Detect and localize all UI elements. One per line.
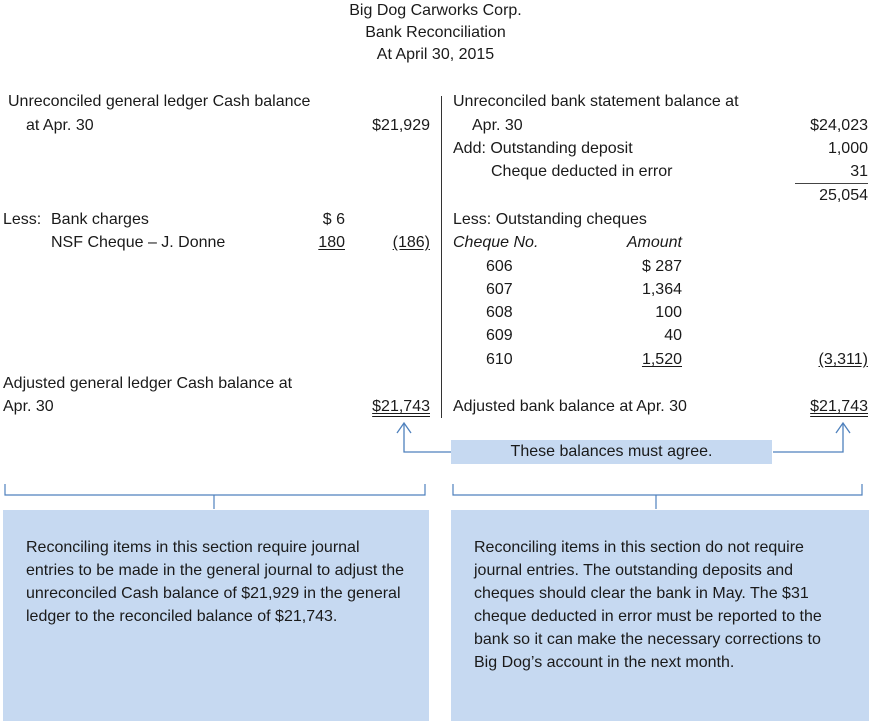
book-unreconciled-amount: $21,929 [372, 117, 430, 134]
cheque-amount: $ 287 [641, 258, 682, 275]
bank-unreconciled-label-line1: Unreconciled bank statement balance at [453, 93, 739, 110]
book-adjusted-label-line1: Adjusted general ledger Cash balance at [3, 375, 293, 392]
balances-agree-callout: These balances must agree. [451, 440, 772, 464]
left-brace [5, 484, 425, 509]
company-name: Big Dog Carworks Corp. [349, 2, 522, 19]
book-side-note [3, 510, 429, 721]
book-less-label: Less: [3, 211, 42, 228]
bank-charges-label: Bank charges [51, 211, 149, 228]
book-adjusted-label-line2: Apr. 30 [3, 398, 54, 415]
right-agree-arrow-line [773, 424, 843, 452]
cheque-amount: 40 [664, 327, 682, 344]
book-less-total: (186) [392, 234, 430, 251]
bank-unreconciled-label-line2: Apr. 30 [472, 117, 523, 134]
cheque-number: 610 [486, 351, 513, 368]
cheque-error-label: Cheque deducted in error [491, 163, 673, 180]
nsf-cheque-label: NSF Cheque – J. Donne [51, 234, 226, 251]
cheque-number: 608 [486, 304, 513, 321]
book-adjusted-amount: $21,743 [372, 398, 430, 415]
book-side-note-text: Reconciling items in this section require journal entries to be made in the general journal to adjust the unreconciled Cash balance of $21,929 in the general ledger to the reconciled balance of $21,743. [26, 539, 405, 625]
cheque-amount: 1,364 [641, 281, 682, 298]
cheque-number: 606 [486, 258, 513, 275]
cheque-error-amount: 31 [850, 163, 868, 180]
bank-side-note [451, 510, 869, 721]
cheque-number-header: Cheque No. [453, 234, 539, 251]
book-unreconciled-label-line2: at Apr. 30 [26, 117, 94, 134]
cheque-amount-header: Amount [626, 234, 682, 251]
right-brace [453, 484, 862, 509]
bank-charges-amount: $ 6 [322, 211, 345, 228]
bank-adjusted-amount: $21,743 [810, 398, 868, 415]
cheque-number: 609 [486, 327, 513, 344]
bank-unreconciled-amount: $24,023 [810, 117, 868, 134]
book-unreconciled-label-line1: Unreconciled general ledger Cash balance [8, 93, 311, 110]
nsf-cheque-amount: 180 [318, 234, 345, 251]
bank-side-note-text: Reconciling items in this section do not require journal entries. The outstanding deposits and cheques should clear the bank in May. The $31 cheque deducted in error must be reported to the bank so it can make the necessary corrections to Big Dog’s account in the next month. [474, 539, 822, 671]
outstanding-deposit-label: Add: Outstanding deposit [453, 140, 633, 157]
bank-less-total: (3,311) [818, 351, 868, 368]
outstanding-deposit-amount: 1,000 [827, 140, 868, 157]
left-agree-arrow-line [404, 424, 451, 452]
cheque-number: 607 [486, 281, 513, 298]
bank-subtotal: 25,054 [819, 187, 868, 204]
cheque-amount: 100 [655, 304, 682, 321]
cheque-amount: 1,520 [641, 351, 682, 368]
outstanding-cheques-label: Less: Outstanding cheques [453, 211, 647, 228]
report-title: Bank Reconciliation [365, 24, 506, 41]
report-date: At April 30, 2015 [376, 46, 495, 63]
bank-adjusted-label: Adjusted bank balance at Apr. 30 [453, 398, 687, 415]
